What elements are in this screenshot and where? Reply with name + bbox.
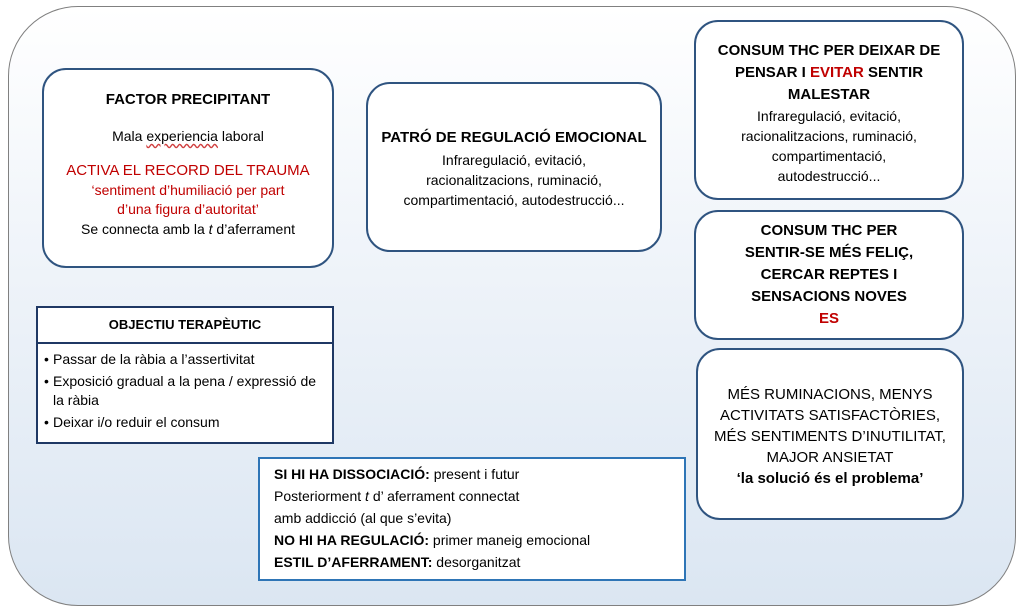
- consum1-title-a: CONSUM THC PER DEIXAR DE PENSAR I: [717, 42, 941, 81]
- factor-precipitant-box: [42, 68, 334, 268]
- objectiu-item: • Passar de la ràbia a l’assertivitat: [44, 350, 326, 369]
- dissociacio-line5: [274, 551, 684, 573]
- dissociacio-l5-text: desorganitzat: [432, 554, 521, 570]
- factor-sentiment: ‘sentiment d’humiliació per part d’una figura d’autoritat’: [91, 182, 285, 217]
- consum1-title-b: SENTIR MALESTAR: [787, 64, 924, 103]
- dissociacio-line1: [274, 463, 684, 485]
- objectiu-title: OBJECTIU TERAPÈUTIC: [38, 308, 332, 344]
- consum2-es: ES: [818, 310, 839, 327]
- factor-title: FACTOR PRECIPITANT: [105, 91, 271, 108]
- dissociacio-box: [258, 457, 686, 581]
- dissociacio-l2-t: t: [365, 488, 369, 504]
- dissociacio-l2-b: d’ aferrament connectat: [368, 488, 520, 504]
- factor-activa: ACTIVA EL RECORD DEL TRAUMA: [66, 162, 310, 179]
- consum1-body: Infraregulació, evitació, racionalitzacions, ruminació, compartimentació, autodestrucció...: [741, 108, 917, 184]
- patro-regulacio-box: [366, 82, 662, 252]
- factor-line1-c: laboral: [217, 128, 264, 144]
- consum2-line1: CONSUM THC PER SENTIR-SE MÉS FELIÇ,: [744, 222, 914, 261]
- patro-title: PATRÓ DE REGULACIÓ EMOCIONAL: [381, 129, 647, 146]
- dissociacio-l4-bold: NO HI HA REGULACIÓ:: [274, 532, 430, 548]
- mes-body: MÉS RUMINACIONS, MENYS ACTIVITATS SATISFACTÒRIES, MÉS SENTIMENTS D’INUTILITAT, MAJOR ANSIETAT: [714, 386, 946, 466]
- mes-ruminacions-box: [696, 348, 964, 520]
- factor-connecta: [44, 219, 332, 239]
- factor-connecta-a: Se connecta amb la: [80, 221, 209, 237]
- dissociacio-l4-text: primer maneig emocional: [429, 532, 591, 548]
- factor-line1-a: Mala: [112, 128, 147, 144]
- consum1-title-red: EVITAR: [809, 64, 864, 81]
- consum-felic-box: [694, 210, 964, 340]
- dissociacio-l5-bold: ESTIL D’AFERRAMENT:: [274, 554, 433, 570]
- objectiu-item: • Exposició gradual a la pena / expressió de la ràbia: [44, 372, 326, 410]
- factor-connecta-t: t: [208, 221, 213, 237]
- objectiu-list: [38, 350, 332, 432]
- patro-body: Infraregulació, evitació, racionalitzacions, ruminació, compartimentació, autodestrucció...: [403, 152, 625, 208]
- factor-connecta-b: d’aferrament: [212, 221, 295, 237]
- objectiu-item: • Deixar i/o reduir el consum: [44, 413, 326, 432]
- dissociacio-line4: [274, 529, 684, 551]
- factor-line1-b: experiencia: [146, 128, 218, 144]
- dissociacio-line3: amb addicció (al que s’evita): [274, 510, 452, 526]
- dissociacio-l1-bold: SI HI HA DISSOCIACIÓ:: [274, 466, 430, 482]
- objectiu-terapeutic-box: [36, 306, 334, 444]
- mes-quote: ‘la solució és el problema’: [736, 470, 924, 487]
- consum1-title: [696, 40, 962, 106]
- consum2-line2: CERCAR REPTES I SENSACIONS NOVES: [751, 266, 907, 305]
- dissociacio-line2: [274, 485, 684, 507]
- dissociacio-l2-a: Posteriorment: [274, 488, 366, 504]
- factor-line1: [44, 126, 332, 146]
- consum-evitar-box: [694, 20, 964, 200]
- dissociacio-l1-text: present i futur: [429, 466, 520, 482]
